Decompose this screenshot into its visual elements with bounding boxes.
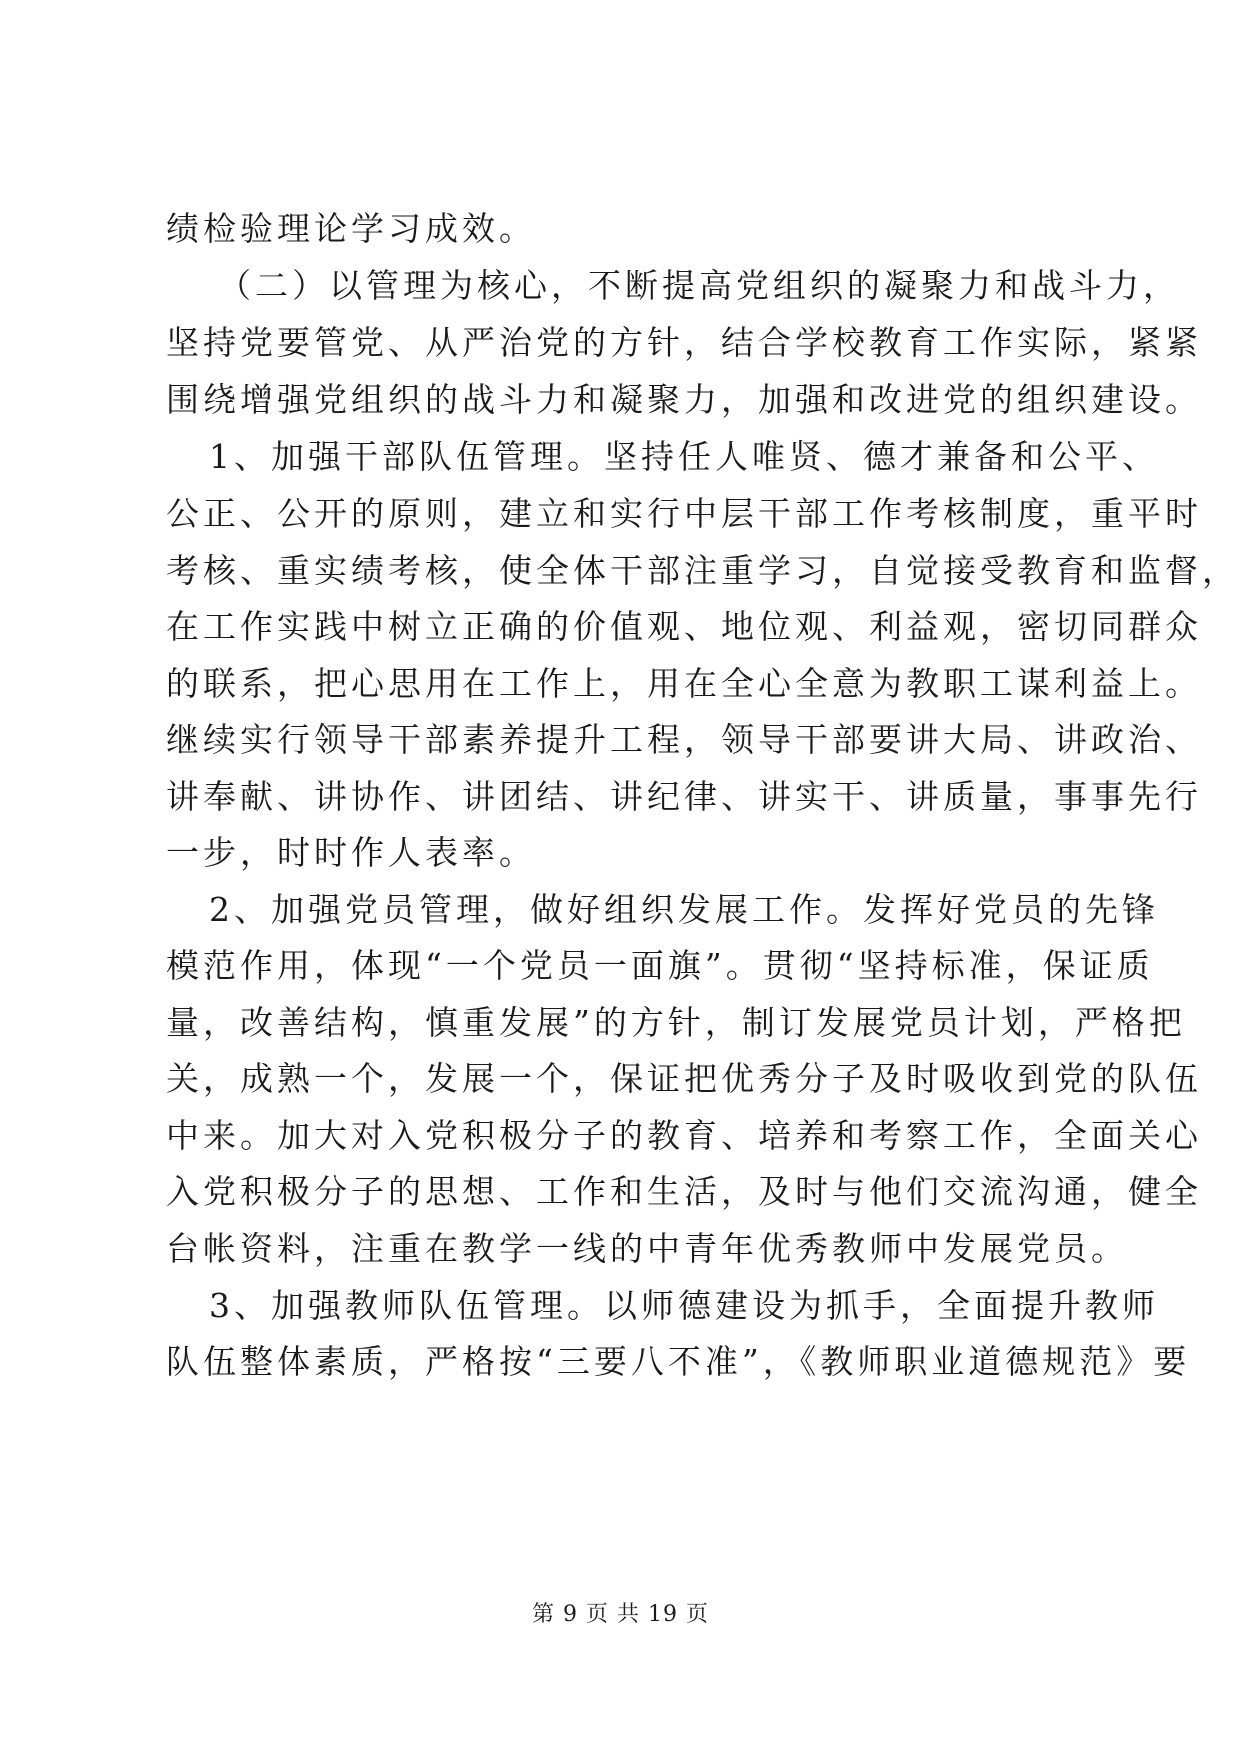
paragraph-line: 的联系，把心思用在工作上，用在全心全意为教职工谋利益上。 xyxy=(166,664,1202,703)
page-number-footer: 第 9 页 共 19 页 xyxy=(532,1602,709,1627)
paragraph-line: 坚持党要管党、从严治党的方针，结合学校教育工作实际，紧紧 xyxy=(166,323,1202,362)
paragraph-line: 3、加强教师队伍管理。以师德建设为抓手，全面提升教师 xyxy=(209,1286,1159,1325)
paragraph-line: 关，成熟一个，发展一个，保证把优秀分子及时吸收到党的队伍 xyxy=(166,1059,1202,1098)
paragraph-line: 2、加强党员管理，做好组织发展工作。发挥好党员的先锋 xyxy=(209,890,1159,929)
paragraph-line: 围绕增强党组织的战斗力和凝聚力，加强和改进党的组织建设。 xyxy=(166,380,1202,419)
paragraph-line: 考核、重实绩考核，使全体干部注重学习，自觉接受教育和监督， xyxy=(166,551,1239,590)
paragraph-line: 继续实行领导干部素养提升工程，领导干部要讲大局、讲政治、 xyxy=(166,720,1202,759)
paragraph-line: 讲奉献、讲协作、讲团结、讲纪律、讲实干、讲质量，事事先行 xyxy=(166,777,1202,816)
paragraph-line: （二）以管理为核心，不断提高党组织的凝聚力和战斗力， xyxy=(218,266,1180,305)
paragraph-line: 台帐资料，注重在教学一线的中青年优秀教师中发展党员。 xyxy=(166,1229,1128,1268)
paragraph-line: 中来。加大对入党积极分子的教育、培养和考察工作，全面关心 xyxy=(166,1116,1202,1155)
paragraph-line: 绩检验理论学习成效。 xyxy=(166,209,536,248)
paragraph-line: 一步，时时作人表率。 xyxy=(166,833,536,872)
paragraph-line: 1、加强干部队伍管理。坚持任人唯贤、德才兼备和公平、 xyxy=(209,437,1159,476)
paragraph-line: 模范作用，体现“一个党员一面旗”。贯彻“坚持标准，保证质 xyxy=(166,946,1154,985)
paragraph-line: 在工作实践中树立正确的价值观、地位观、利益观，密切同群众 xyxy=(166,607,1202,646)
paragraph-line: 公正、公开的原则，建立和实行中层干部工作考核制度，重平时 xyxy=(166,494,1202,533)
paragraph-line: 入党积极分子的思想、工作和生活，及时与他们交流沟通，健全 xyxy=(166,1172,1202,1211)
paragraph-line: 量，改善结构，慎重发展”的方针，制订发展党员计划，严格把 xyxy=(166,1003,1186,1042)
paragraph-line: 队伍整体素质，严格按“三要八不准”，《教师职业道德规范》要 xyxy=(166,1342,1191,1381)
